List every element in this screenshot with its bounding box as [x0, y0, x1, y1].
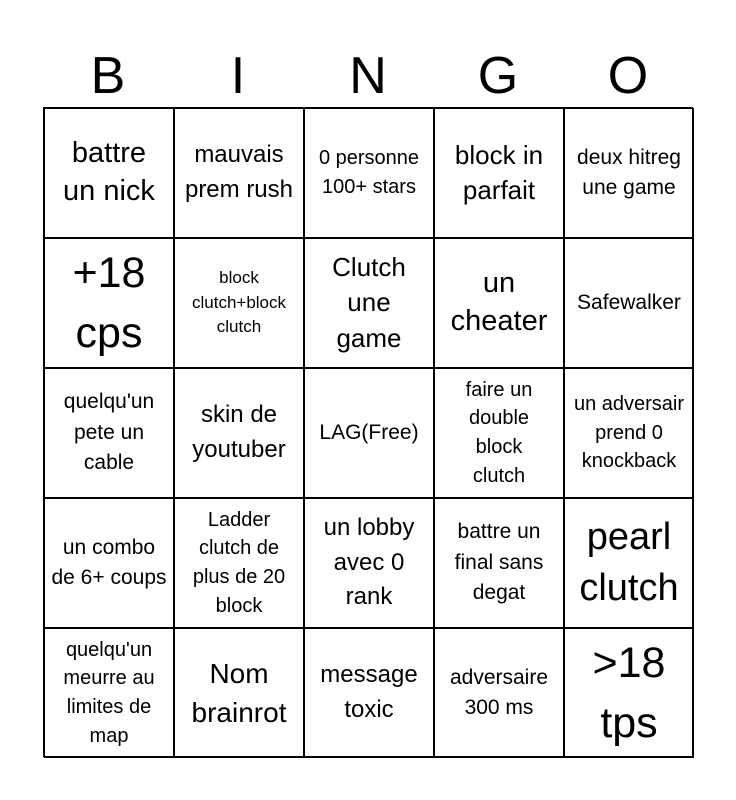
cell-text: Safewalker [577, 290, 681, 314]
cell-text: Clutch une game [332, 252, 406, 353]
bingo-cell[interactable] [304, 108, 434, 238]
bingo-cell[interactable] [304, 238, 434, 368]
bingo-cell[interactable] [434, 238, 564, 368]
cell-text: un cheater [450, 267, 548, 337]
bingo-cell[interactable] [434, 628, 564, 758]
bingo-cell[interactable] [434, 368, 564, 498]
bingo-cell[interactable] [44, 628, 174, 758]
bingo-cell[interactable] [174, 108, 304, 238]
cell-text: mauvais prem rush [184, 141, 294, 203]
bingo-cell[interactable] [174, 628, 304, 758]
cell-text: quelqu'un pete un cable [63, 390, 155, 475]
cell-text: 0 personne 100+ stars [318, 147, 420, 198]
bingo-cell[interactable] [174, 368, 304, 498]
bingo-cell[interactable] [44, 368, 174, 498]
cell-text: deux hitreg une game [577, 145, 681, 199]
header-letter-o: O [607, 47, 649, 105]
cell-text: Ladder clutch de plus de 20 block [192, 508, 286, 617]
header-letter-n: N [349, 47, 387, 105]
bingo-cell[interactable] [564, 108, 694, 238]
bingo-cell[interactable] [434, 498, 564, 628]
bingo-cell[interactable] [174, 498, 304, 628]
bingo-cell[interactable] [564, 368, 694, 498]
bingo-cell[interactable] [304, 368, 434, 498]
bingo-cell[interactable] [304, 628, 434, 758]
cell-text: block clutch+block clutch [191, 268, 287, 337]
bingo-cell[interactable] [44, 238, 174, 368]
bingo-cell[interactable] [44, 108, 174, 238]
bingo-cell[interactable] [174, 238, 304, 368]
cell-text: un lobby avec 0 rank [323, 513, 415, 611]
cell-text: adversaire 300 ms [449, 665, 549, 719]
cell-text: faire un double block clutch [465, 378, 533, 487]
cell-text: LAG(Free) [319, 420, 419, 444]
bingo-cell[interactable] [564, 238, 694, 368]
cell-text: skin de youtuber [192, 401, 286, 463]
cell-text: un adversair prend 0 knockback [573, 393, 685, 473]
cell-text: Nom brainrot [191, 657, 287, 728]
bingo-cell[interactable] [564, 628, 694, 758]
cell-text: >18 tps [592, 638, 666, 747]
cell-text: battre un final sans degat [454, 520, 544, 605]
bingo-cell[interactable] [304, 498, 434, 628]
bingo-cell[interactable] [44, 498, 174, 628]
bingo-cell[interactable] [564, 498, 694, 628]
cell-text: message toxic [320, 661, 418, 723]
cell-text: quelqu'un meurre au limites de map [63, 638, 155, 747]
cell-text: block in parfait [454, 139, 544, 205]
bingo-grid [43, 107, 693, 757]
header-letter-b: B [90, 47, 126, 105]
bingo-cell[interactable] [434, 108, 564, 238]
header-letter-i: I [230, 47, 246, 105]
cell-text: +18 cps [72, 248, 146, 357]
header-letter-g: G [477, 47, 519, 105]
cell-text: un combo de 6+ coups [51, 535, 167, 589]
cell-text: battre un nick [63, 137, 155, 207]
bingo-header [43, 44, 693, 108]
cell-text: pearl clutch [579, 515, 679, 609]
